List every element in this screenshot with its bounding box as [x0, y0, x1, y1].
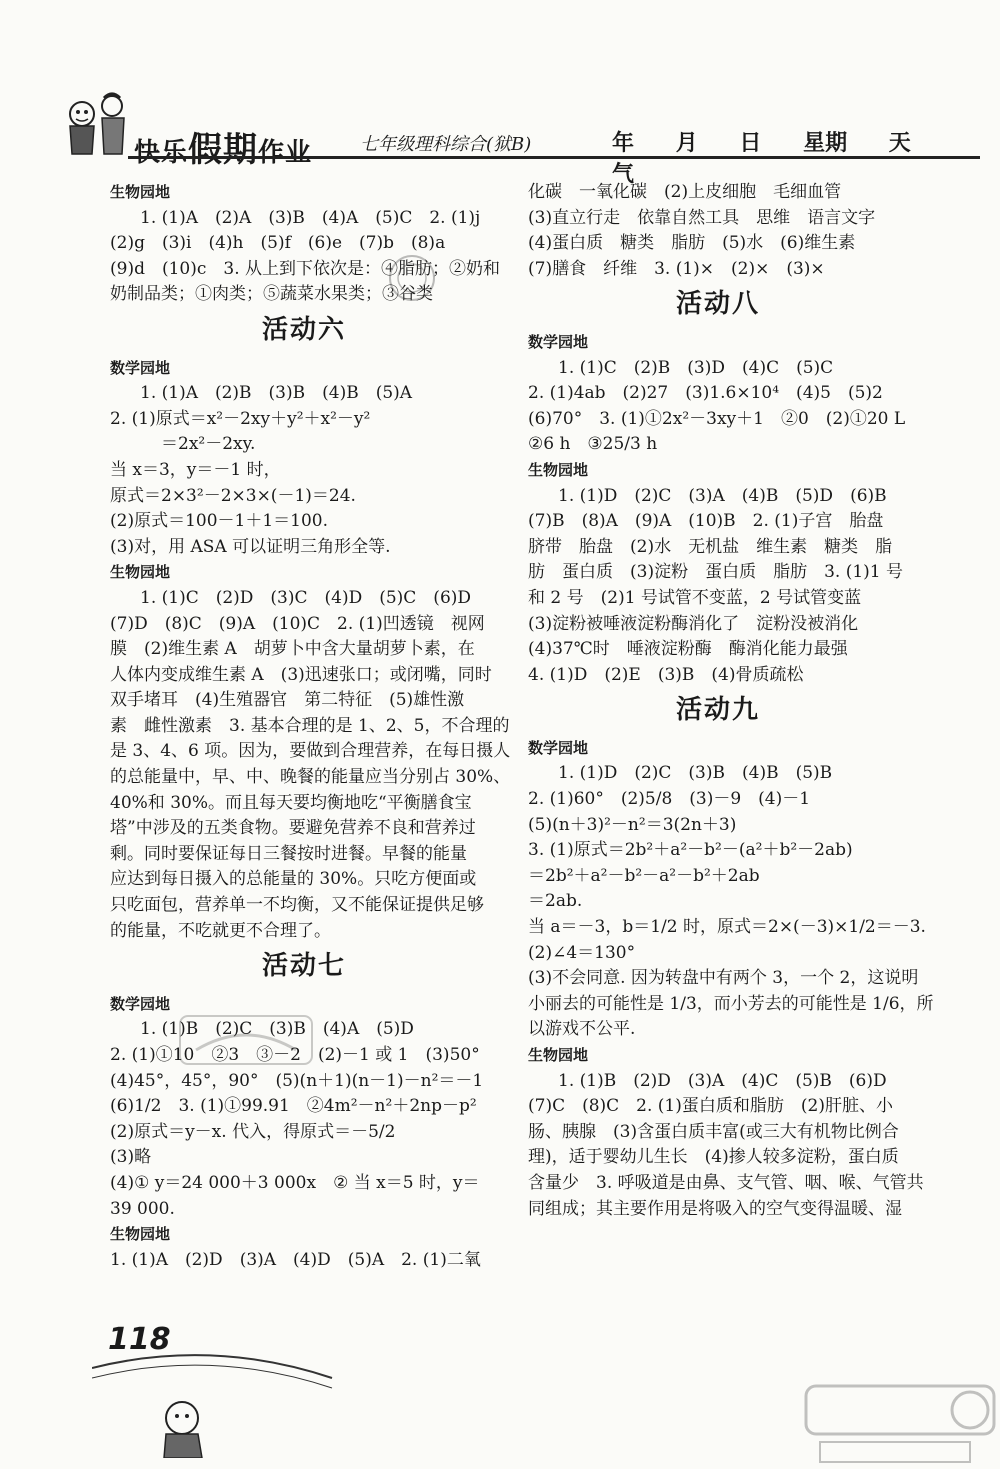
answer-line: (7)C (8)C 2. (1)蛋白质和脂肪 (2)肝脏、小: [528, 1096, 893, 1117]
answer-line: 3. (1)原式＝2b²＋a²－b²－(a²＋b²－2ab): [528, 840, 853, 861]
answer-line: 1. (1)C (2)D (3)C (4)D (5)C (6)D: [140, 587, 472, 608]
book-subtitle: 七年级理科综合(狱B): [360, 134, 532, 155]
answer-line: 1. (1)D (2)C (3)B (4)B (5)B: [558, 763, 833, 784]
section-title: 数学园地: [528, 332, 589, 351]
answer-line: 肠、胰腺 (3)含蛋白质丰富(或三大有机物比例合: [528, 1121, 899, 1142]
answer-line: 4. (1)D (2)E (3)B (4)骨质疏松: [528, 664, 804, 685]
answer-line: 1. (1)D (2)C (3)A (4)B (5)D (6)B: [558, 485, 887, 506]
answer-line: 理)，适于婴幼儿生长 (4)掺人较多淀粉，蛋白质: [528, 1147, 899, 1168]
answer-line: 素 雌性激素 3. 基本合理的是 1、2、5，不合理的: [110, 715, 510, 736]
answer-line: 应达到每日摄入的总能量的 30%。只吃方便面或: [110, 869, 477, 890]
answer-line: 原式＝2×3²－2×3×(－1)＝24.: [110, 485, 356, 506]
date-field-month: 月: [675, 131, 698, 156]
answer-line: 含量少 3. 呼吸道是由鼻、支气管、咽、喉、气管共: [528, 1172, 924, 1193]
answer-line: 塔”中涉及的五类食物。要避免营养不良和营养过: [110, 818, 476, 839]
answer-line: (9)d (10)c 3. 从上到下依次是：④脂肪；②奶和: [110, 258, 501, 279]
answer-line: 1. (1)A (2)B (3)B (4)B (5)A: [140, 383, 413, 404]
right-column: [528, 180, 934, 1222]
date-field-weather: 天气: [612, 131, 911, 187]
answer-line: (2)g (3)i (4)h (5)f (6)e (7)b (8)a: [110, 233, 446, 254]
answer-line: (4)45°，45°，90° (5)(n＋1)(n－1)－n²＝－1: [110, 1070, 484, 1091]
site-watermark-icon: [800, 1380, 1000, 1469]
answer-line: 的总能量中，早、中、晚餐的能量应当分别占 30%、: [110, 767, 511, 788]
answer-line: 1. (1)A (2)D (3)A (4)D (5)A 2. (1)二氧: [110, 1249, 481, 1270]
page-number: 118: [108, 1322, 171, 1357]
section-title: 生物园地: [528, 1046, 589, 1064]
section-title: 数学园地: [110, 994, 171, 1013]
answer-line: 人体内变成维生素 A (3)迅速张口；或闭嘴，同时: [110, 664, 492, 685]
section-title: 数学园地: [528, 738, 589, 757]
answer-line: (4)37℃时 唾液淀粉酶 酶消化能力最强: [528, 639, 848, 660]
answer-line: 膜 (2)维生素 A 胡萝卜中含大量胡萝卜素，在: [110, 639, 475, 660]
section-title: 生物园地: [110, 1225, 171, 1244]
answer-line: (6)70° 3. (1)①2x²－3xy＋1 ②0 (2)①20 L: [528, 408, 906, 429]
answer-line: (7)B (8)A (9)A (10)B 2. (1)子宫 胎盘: [528, 511, 884, 532]
answer-line: (7)D (8)C (9)A (10)C 2. (1)凹透镜 视网: [110, 613, 485, 634]
cartoon-kids-icon: [60, 92, 130, 162]
section-title: 生物园地: [110, 183, 171, 201]
answer-line: 当 x＝3，y＝－1 时，: [110, 459, 281, 480]
answer-line: 39 000.: [110, 1198, 175, 1219]
activity-heading: 活动六: [261, 314, 346, 345]
activity-heading: 活动八: [675, 289, 760, 320]
activity-heading: 活动九: [675, 695, 760, 726]
answer-line: 1. (1)B (2)D (3)A (4)C (5)B (6)D: [558, 1070, 887, 1091]
answer-line: 只吃面包，营养单一不均衡，又不能保证提供足够: [110, 895, 484, 916]
answer-line: 2. (1)60° (2)5/8 (3)－9 (4)－1: [528, 789, 811, 810]
section-title: 数学园地: [110, 358, 171, 377]
page-header: [60, 92, 940, 187]
answer-line: (3)不会同意. 因为转盘中有两个 3，一个 2，这说明: [528, 968, 919, 989]
answer-line: 化碳 一氧化碳 (2)上皮细胞 毛细血管: [528, 182, 842, 202]
answer-line: 以游戏不公平.: [528, 1019, 636, 1040]
answer-line: 2. (1)原式＝x²－2xy＋y²＋x²－y²: [110, 408, 371, 429]
answer-line: ②6 h ③25/3 h: [528, 434, 658, 455]
answer-line: (7)膳食 纤维 3. (1)× (2)× (3)×: [528, 258, 825, 279]
answer-line: 奶制品类；①肉类；⑤蔬菜水果类；③谷类: [110, 284, 433, 305]
answer-line: 40%和 30%。而且每天要均衡地吃“平衡膳食宝: [110, 792, 472, 813]
answer-line: (3)对，用 ASA 可以证明三角形全等.: [110, 536, 391, 557]
stamp-watermark-icon: [384, 252, 440, 304]
answer-line: (3)略: [110, 1147, 152, 1168]
answer-line: ＝2b²＋a²－b²－a²－b²＋2ab: [528, 865, 760, 886]
answer-line: (3)直立行走 依靠自然工具 思维 语言文字: [528, 207, 876, 228]
answer-line: (4)① y＝24 000＋3 000x ② 当 x＝5 时，y＝: [110, 1172, 480, 1193]
answer-line: (2)原式＝100－1＋1＝100.: [110, 511, 329, 532]
answer-line: 剩。同时要保证每日三餐按时进餐。早餐的能量: [110, 843, 467, 864]
answer-line: 双手堵耳 (4)生殖器官 第二特征 (5)雄性激: [110, 690, 465, 711]
answer-line: 当 a＝－3，b＝1/2 时，原式＝2×(－3)×1/2＝－3.: [528, 917, 926, 938]
answer-line: (6)1/2 3. (1)①99.91 ②4m²－n²＋2np－p²: [110, 1096, 477, 1117]
answer-line: ＝2ab.: [528, 891, 583, 912]
answer-line: (5)(n＋3)²－n²＝3(2n＋3): [528, 814, 737, 835]
date-field-weekday: 星期: [803, 131, 848, 156]
activity-heading: 活动七: [261, 951, 346, 982]
date-field-day: 日: [739, 131, 762, 156]
answer-line: (4)蛋白质 糖类 脂肪 (5)水 (6)维生素: [528, 233, 856, 254]
left-column: [110, 180, 511, 1273]
header-divider: [128, 156, 980, 159]
section-title: 生物园地: [528, 460, 589, 479]
answer-line: 是 3、4、6 项。因为，要做到合理营养，在每日摄人: [110, 741, 511, 762]
answer-line: (2)∠4＝130°: [528, 942, 636, 963]
answer-line: (2)原式＝y－x. 代入，得原式＝－5/2: [110, 1121, 396, 1142]
answer-line: 的能量，不吃就更不合理了。: [110, 920, 331, 941]
answer-line: 1. (1)C (2)B (3)D (4)C (5)C: [558, 357, 834, 378]
answer-line: 2. (1)4ab (2)27 (3)1.6×10⁴ (4)5 (5)2: [528, 383, 883, 404]
stamp-watermark-icon: [176, 1010, 316, 1070]
answer-line: 脐带 胎盘 (2)水 无机盐 维生素 糖类 脂: [528, 536, 893, 557]
answer-line: (3)淀粉被唾液淀粉酶消化了 淀粉没被消化: [528, 613, 859, 634]
answer-line: 小丽去的可能性是 1/3，而小芳去的可能性是 1/6，所: [528, 993, 934, 1014]
answer-line: 1. (1)B (2)C (3)B (4)A (5)D: [140, 1019, 414, 1040]
answer-line: 2. (1)①10 ②3 ③－2 (2)－1 或 1 (3)50°: [110, 1045, 480, 1065]
answer-line: 同组成；其主要作用是将吸入的空气变得温暖、湿: [528, 1198, 902, 1219]
answer-line: 和 2 号 (2)1 号试管不变蓝，2 号试管变蓝: [528, 587, 862, 608]
section-title: 生物园地: [110, 563, 171, 582]
brand-title: 快乐假期作业: [134, 130, 313, 170]
date-field-year: 年: [612, 131, 635, 156]
answer-line: ＝2x²－2xy.: [110, 434, 256, 455]
answer-line: 1. (1)A (2)A (3)B (4)A (5)C 2. (1)j: [140, 207, 481, 228]
answer-line: 肪 蛋白质 (3)淀粉 蛋白质 脂肪 3. (1)1 号: [528, 562, 904, 583]
